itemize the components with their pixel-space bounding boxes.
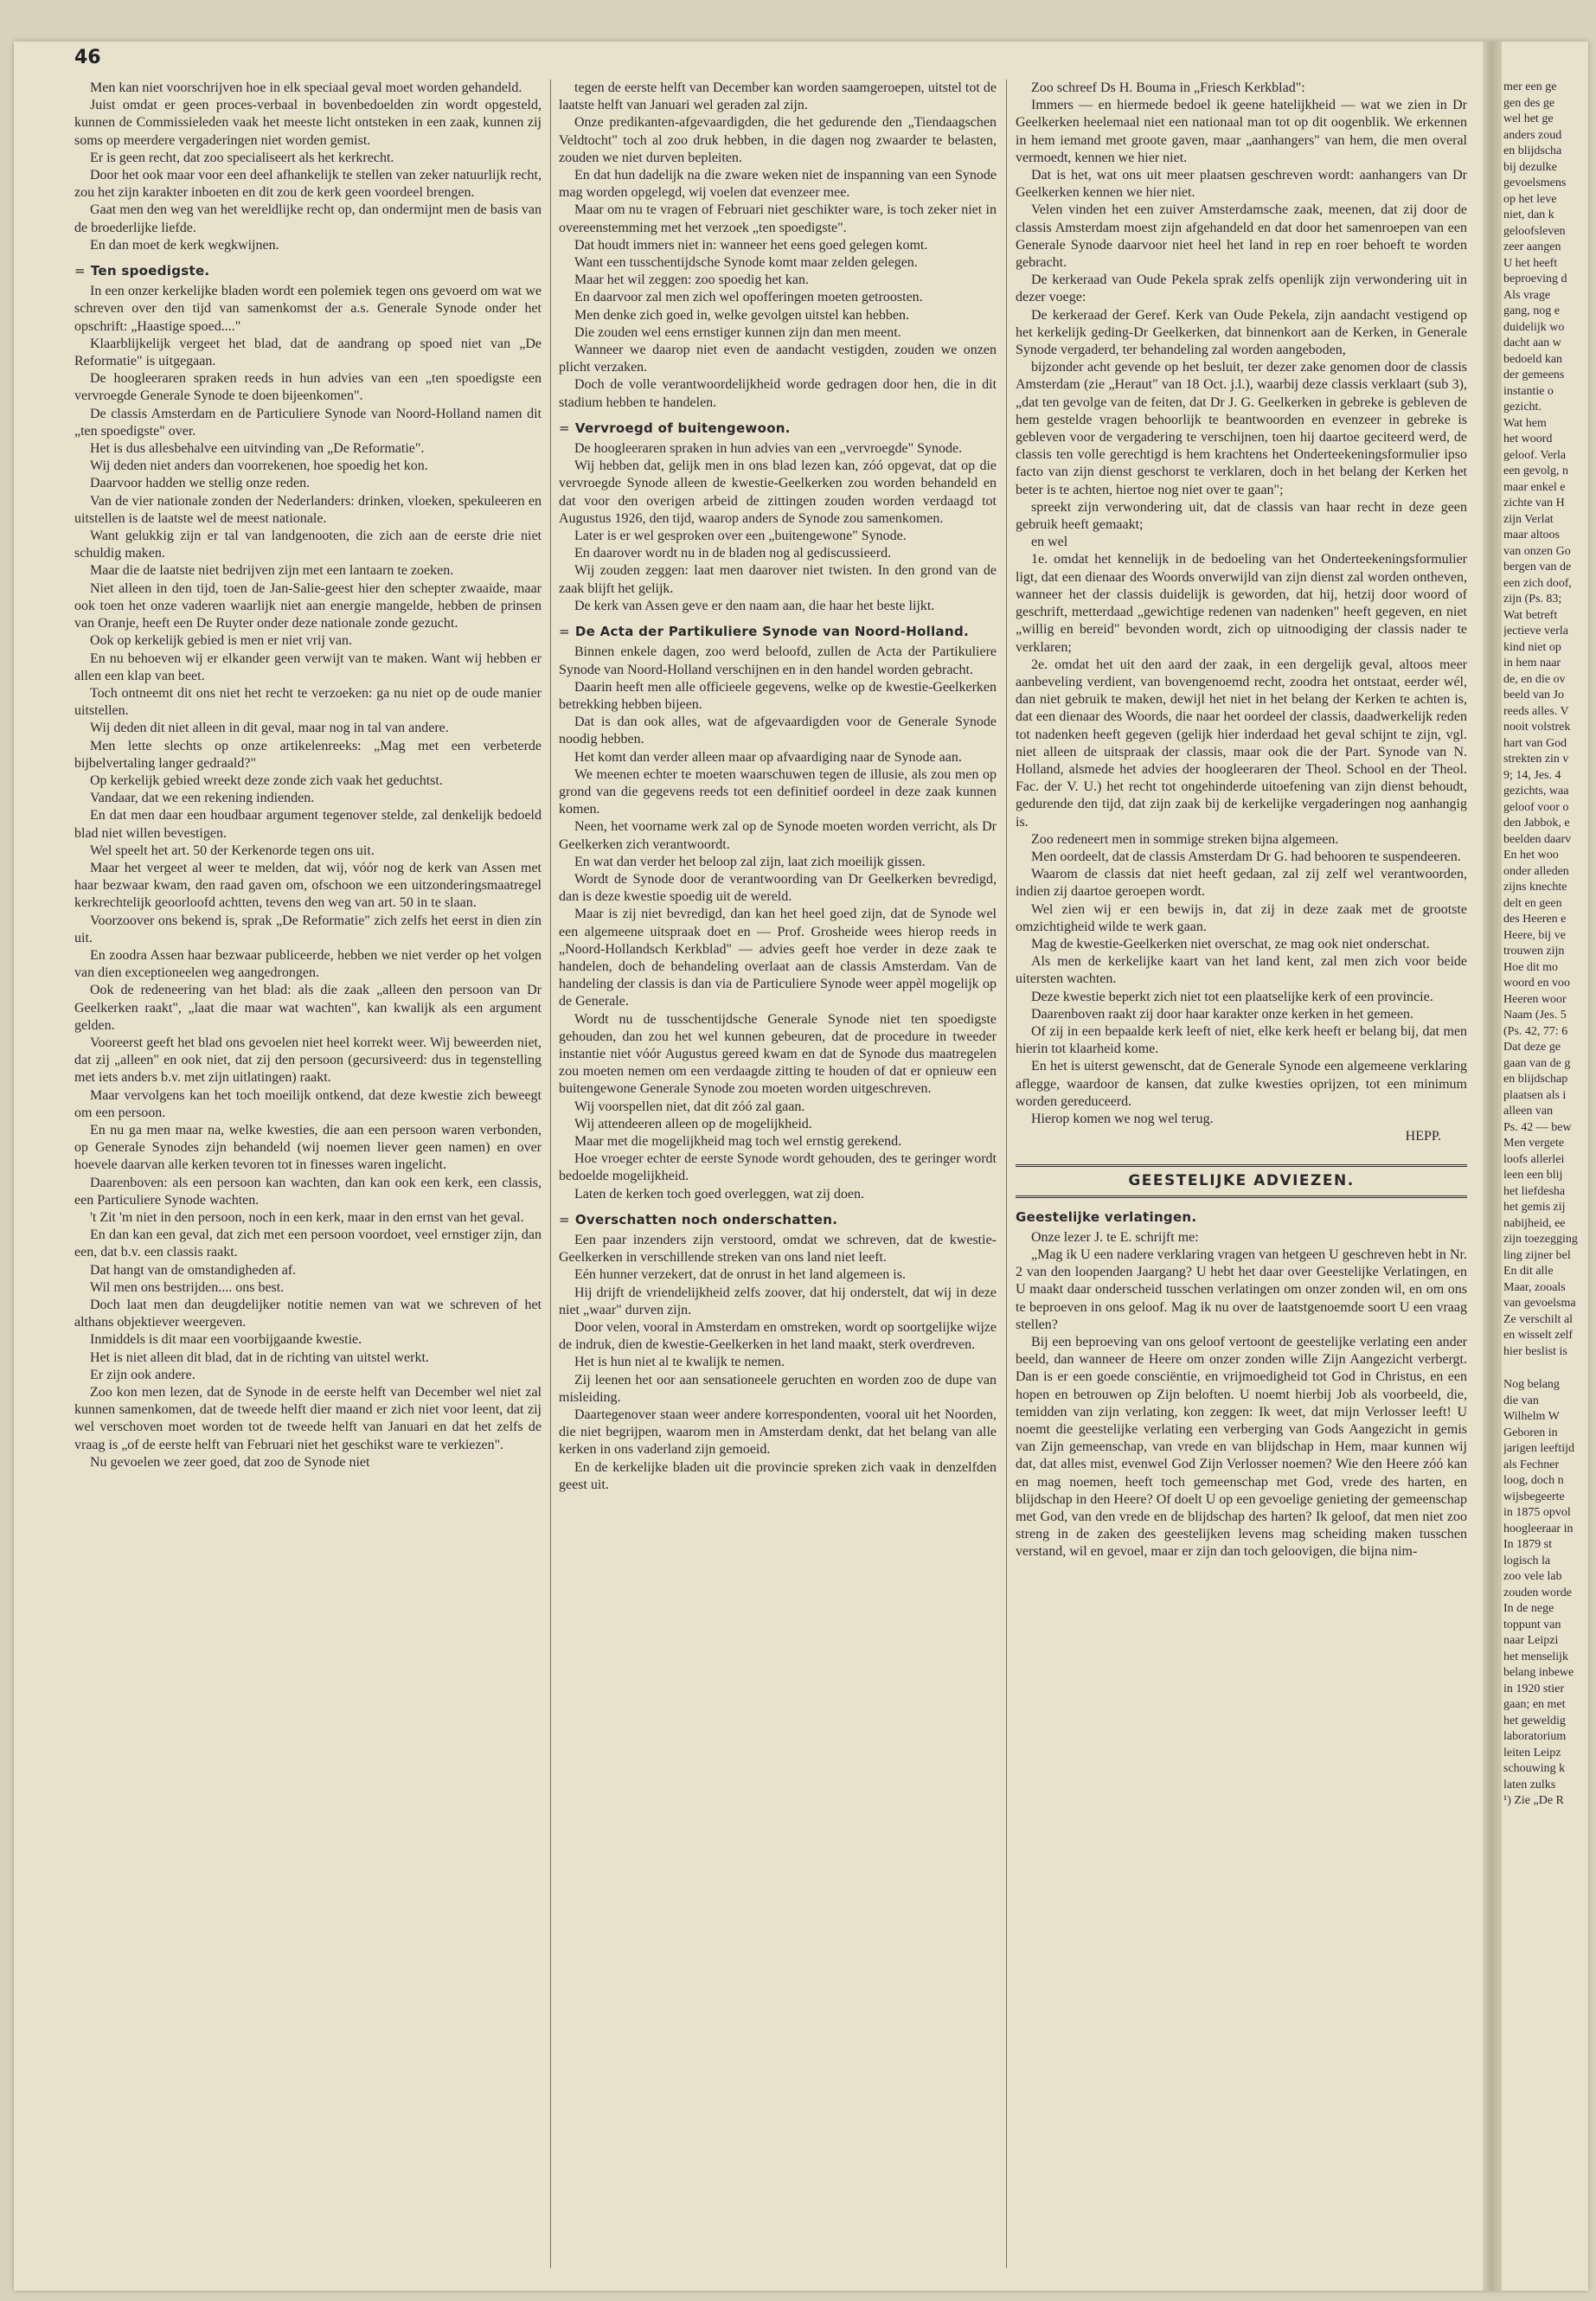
paragraph: Dat houdt immers niet in: wanneer het eens goed gelegen komt. (574, 237, 928, 253)
paragraph: En daarover wordt nu in de bladen nog al gediscussieerd. (574, 546, 892, 561)
paragraph: Daartegenover staan weer andere korrespondenten, vooral uit het Noorden, die niet begrijpen, waarom men in Amsterdam denkt, dat het belang van alle kerken in ons vaderland zijn gemoeid. (559, 1407, 997, 1458)
paragraph: Maar met die mogelijkheid mag toch wel ernstig gerekend. (574, 1133, 902, 1149)
cut-line: strekten zin v (1503, 753, 1569, 766)
cut-line: op het leve (1503, 192, 1557, 206)
cut-line: toppunt van (1503, 1618, 1561, 1631)
cut-line: Wat betreft (1503, 608, 1558, 622)
paragraph: Maar vervolgens kan het toch moeilijk ontkend, dat deze kwestie zich beweegt om een persoon. (74, 1087, 542, 1120)
paragraph: Wij deden dit niet alleen in dit geval, maar nog in tal van andere. (90, 721, 449, 736)
paragraph: Een paar inzenders zijn verstoord, omdat we schreven, dat de kwestie-Geelkerken in verschillende streken van ons land niet leeft. (559, 1233, 997, 1266)
cut-line: U het heeft (1503, 256, 1558, 270)
section-heading: = Vervroegd of buitengewoon. (559, 420, 791, 436)
paragraph: Men kan niet voorschrijven hoe in elk speciaal geval moet worden gehandeld. (90, 80, 522, 95)
cut-line: anders zoud (1503, 128, 1562, 142)
cut-line: In de nege (1503, 1602, 1554, 1615)
column-gap (1503, 1360, 1586, 1377)
paragraph: Velen vinden het een zuiver Amsterdamsche zaak, meenen, dat zij door de classis Amsterdam moest zijn afgehandeld en dat door het samenroepen van een Generale Synode daarvoor niet heel het land in rep en roer behoeft te worden gebracht. (1016, 202, 1467, 271)
cut-line: maar enkel e (1503, 480, 1566, 494)
paragraph: Men lette slechts op onze artikelenreeks: „Mag met een verbeterde bijbelvertaling langer gedraald?" (74, 738, 542, 771)
cut-line: gevoelsmens (1503, 176, 1567, 189)
cut-line: beproeving d (1503, 272, 1567, 285)
paragraph: Daarenboven: als een persoon kan wachten, dan kan ook een kerk, een classis, een Particuliere Synode wachten. (74, 1175, 542, 1208)
paragraph: Maar het wil zeggen: zoo spoedig het kan. (574, 272, 810, 288)
cut-line: naar Leipzi (1503, 1634, 1559, 1647)
cut-line: Heere, bij ve (1503, 928, 1566, 942)
cut-line: Naam (Jes. 5 (1503, 1009, 1567, 1022)
paragraph: Het komt dan verder alleen maar op afvaardiging naar de Synode aan. (574, 749, 962, 765)
cut-line: jarigen leeftijd (1503, 1442, 1575, 1455)
cut-line: Maar, zooals (1503, 1280, 1566, 1294)
paragraph: En nu ga men maar na, welke kwesties, die aan een persoon waren verbonden, op Generale Synodes zijn behandeld (wij noemen liever geen namen) en over hoevele daarvan alle kerken tevoren tot in finesses waren ingelicht. (74, 1122, 542, 1173)
section-heading: = Ten spoedigste. (74, 263, 210, 279)
cut-line: hoogleeraar in (1503, 1522, 1574, 1535)
paragraph: Nu gevoelen we zeer goed, dat zoo de Synode niet (90, 1454, 370, 1470)
paragraph: En de kerkelijke bladen uit die provincie spreken zich vaak in denzelfden geest uit. (559, 1459, 997, 1492)
cut-line: wel het ge (1503, 112, 1554, 125)
cut-line: Dat deze ge (1503, 1041, 1561, 1054)
cut-line: zouden worde (1503, 1586, 1572, 1599)
paragraph: En dat men daar een houdbaar argument tegenover stelde, zal denkelijk bedoeld blad niet willen bevestigen. (74, 808, 542, 841)
paragraph: Zoo schreef Ds H. Bouma in „Friesch Kerkblad": (1031, 80, 1305, 95)
cut-line: het liefdesha (1503, 1184, 1566, 1198)
paragraph: Ook op kerkelijk gebied is men er niet vrij van. (90, 633, 353, 649)
paragraph: Wordt de Synode door de verantwoording van Dr Geelkerken bevredigd, dan is deze kwestie spoedig uit de wereld. (559, 871, 997, 905)
cut-line: Ze verschilt al (1503, 1312, 1574, 1326)
section-heading: = De Acta der Partikuliere Synode van Noord-Holland. (559, 624, 969, 640)
cut-line: instantie o (1503, 384, 1554, 398)
cut-line: schouwing k (1503, 1762, 1566, 1775)
cut-line: maar altoos (1503, 529, 1560, 542)
paragraph: De hoogleeraren spraken reeds in hun advies van een „ten spoedigste een vervroegde Generale Synode te doen bijeenkomen". (74, 371, 542, 404)
paragraph: Daarvoor hadden we stellig onze reden. (90, 476, 311, 491)
cut-line: belang inbewe (1503, 1666, 1574, 1679)
cut-line: ling zijner bel (1503, 1248, 1571, 1262)
paragraph: Of zij in een bepaalde kerk leeft of niet, elke kerk heeft er belang bij, dat men hierin tot klaarheid kome. (1016, 1023, 1467, 1057)
section-heading-text: Overschatten noch onderschatten. (574, 1211, 838, 1227)
cut-line: bergen van de (1503, 561, 1572, 574)
paragraph: Het is niet alleen dit blad, dat in de richting van uitstel werkt. (90, 1349, 429, 1365)
cut-line: den Jabbok, e (1503, 817, 1570, 830)
cut-line: en wisselt zelf (1503, 1329, 1574, 1342)
paragraph: Wel zien wij er een bewijs in, dat zij in deze zaak met de grootste omzichtigheid wilde te werk gaan. (1016, 901, 1467, 934)
paragraph: Het is dus allesbehalve een uitvinding van „De Reformatie". (90, 441, 425, 457)
cut-line: geloof voor o (1503, 800, 1569, 814)
cut-line: in 1920 stier (1503, 1682, 1564, 1695)
paragraph: bijzonder acht gevende op het besluit, ter dezer zake genomen door de classis Amsterdam (zie „Heraut" van 18 Oct. j.l.), waarbij deze classis verklaart (sub 3), „dat ten gevolge van de feiten, dat Dr J. G. Geelkerken in gebreke is gebleven de hem gestelde vragen behoorlijk te beantwoorden en evenzeer in gebreke is gebleven voor de vergadering te verschijnen, toen hij daartoe geciteerd werd, de classis ten volle gerechtigd is hem krachtens het Onderteekeningsformulier ipso facto van zijn dienst geschorst te verklaren, doch in het belang der Kerken het beter is te achten, hiertoe nog niet over te gaan"; (1016, 360, 1467, 497)
paragraph: Mag de kwestie-Geelkerken niet overschat, ze mag ook niet onderschat. (1031, 936, 1430, 952)
cut-line: Ps. 42 — bew (1503, 1120, 1572, 1134)
cut-line: Heeren woor (1503, 992, 1567, 1006)
paragraph: Daarin heeft men alle officieele gegevens, welke op de kwestie-Geelkerken betrekking hebben bijeen. (559, 679, 997, 712)
cut-line: ¹) Zie „De R (1503, 1794, 1564, 1807)
paragraph: Zoo kon men lezen, dat de Synode in de eerste helft van December wel niet zal kunnen samenkomen, dat de tweede helft dier maand er zich niet voor leent, dat zij wel verschoven moet worden tot de tweede helft van Januari en dat het zelfs de vraag is „of de eerste helft van Februari niet het geschikst ware te verkiezen". (74, 1385, 542, 1452)
paragraph: En zoodra Assen haar bezwaar publiceerde, hebben we niet verder op het volgen van dien exceptioneelen weg aangedrongen. (74, 947, 542, 981)
paragraph: De hoogleeraren spraken in hun advies van een „vervroegde" Synode. (574, 441, 963, 457)
paragraph: Immers — en hiermede bedoel ik geene hatelijkheid — wat we zien in Dr Geelkerken heelemaal niet een nationaal man tot op dit oogenblik. We erkennen in hem iemand met groote gaven, maar „aanhangers" van hem, die men overal vermoedt, kennen we hier niet. (1016, 98, 1467, 165)
cut-line: zijns knechte (1503, 881, 1567, 894)
paragraph: Inmiddels is dit maar een voorbijgaande kwestie. (90, 1332, 362, 1348)
section-heading: = Overschatten noch onderschatten. (559, 1211, 838, 1227)
cut-line: bedoeld kan (1503, 352, 1563, 366)
cut-line: het menselijk (1503, 1650, 1569, 1663)
column-rule (1006, 80, 1007, 2268)
cut-line: (Ps. 42, 77: 6 (1503, 1024, 1568, 1038)
cut-line: in 1875 opvol (1503, 1506, 1571, 1519)
paragraph: Hij drijft de vriendelijkheid zelfs zoover, dat hij onderstelt, dat wij in deze niet „waar" durven zijn. (559, 1285, 997, 1317)
paragraph: Bij een beproeving van ons geloof vertoont de geestelijke verlating een ander beeld, dan wanneer de Heere om onzer zonden wille Zijn Aangezicht verbergt. Dan is er een goede consciëntie, en vrijmoedigheid tot God in Christus, en een hopen en betrouwen op Zijn beloften. U noemt hierbij Job als voorbeeld, die, temidden van zijn verlating, kon zeggen: Ik weet, dat mijn Verlosser leeft! U noemt die geestelijke verlating een verberging van Gods Aangezicht in gemis van Zijn gemeenschap, van vrede en van blijdschap in Hem, maar kunnen wij dat, dat alles mist, evenwel God Zijn Verlosser noemen? Wie den Heere zóó kan en mag noemen, heeft toch gemeenschap met God, vrede des harten, en blijdschap in den Heere? Of doelt U op een gevoelige genieting der gemeenschap met God, van den vrede en de blijdschap des harten? Ik geloof, dat men niet zoo streng in de zaken des geestelijken levens mag scheiding maken tusschen verstand, wil en gevoel, maar er zijn dan toch geloovigen, die bijna nim- (1016, 1335, 1467, 1560)
column-rule (550, 80, 551, 2268)
paragraph: Onze lezer J. te E. schrijft me: (1031, 1229, 1199, 1245)
paragraph: Vooreerst geeft het blad ons gevoelen niet heel korrekt weer. Wij beweerden niet, dat zij „alleen" en ook niet, dat zij den persoon (gecursiveerd: dus in tegenstelling met iets anders b.v. met zijn uitlatingen) raakt. (74, 1035, 542, 1086)
cut-line: alleen van (1503, 1105, 1554, 1118)
cut-line: het geweldig (1503, 1714, 1566, 1727)
paragraph: Zij leenen het oor aan sensationeele geruchten en worden zoo de dupe van misleiding. (559, 1372, 997, 1405)
paragraph: De kerkeraad van Oude Pekela sprak zelfs openlijk zijn verwondering uit in dezer voege: (1016, 272, 1467, 305)
cut-line: trouwen zijn (1503, 945, 1565, 958)
cut-line: leen een blij (1503, 1169, 1563, 1182)
cut-line: van gevoelsma (1503, 1297, 1576, 1310)
cut-line: plaatsen als i (1503, 1088, 1567, 1102)
paragraph: Dat is het, wat ons uit meer plaatsen geschreven wordt: aanhangers van Dr Geelkerken kennen we hier niet. (1016, 168, 1467, 201)
section-heading-text: De Acta der Partikuliere Synode van Noord-Holland. (574, 624, 969, 640)
cut-line: zijn toezegging (1503, 1233, 1578, 1246)
paragraph: Er is geen recht, dat zoo specialiseert als het kerkrecht. (90, 150, 394, 165)
paragraph: Doch de volle verantwoordelijkheid worde gedragen door hen, die in dit stadium hebben te handelen. (559, 377, 997, 410)
cut-line: wijsbegeerte (1503, 1490, 1565, 1503)
paragraph: En wat dan verder het beloop zal zijn, laat zich moeilijk gissen. (574, 854, 926, 869)
paragraph: Hoe vroeger echter de eerste Synode wordt gehouden, des te geringer wordt bedoelde mogelijkheid. (559, 1151, 997, 1184)
paragraph: Wij voorspellen niet, dat dit zóó zal gaan. (574, 1099, 805, 1114)
paragraph: tegen de eerste helft van December kan worden saamgeroepen, uitstel tot de laatste helft van Januari wel geraden zal zijn. (559, 80, 997, 113)
cut-line: loofs allerlei (1503, 1152, 1565, 1166)
cut-line: Als vrage (1503, 288, 1551, 302)
cut-line: In 1879 st (1503, 1538, 1552, 1551)
paragraph: Het is hun niet al te kwalijk te nemen. (574, 1355, 785, 1370)
paragraph: En nu behoeven wij er elkander geen verwijt van te maken. Want wij hebben er allen een klap van beet. (74, 651, 542, 683)
paragraph: Maar die de laatste niet bedrijven zijn met een lantaarn te zoeken. (90, 563, 454, 579)
paragraph: Door velen, vooral in Amsterdam en omstreken, wordt op soortgelijke wijze de indruk, dien de kwestie-Geelkerken in het land maakt, sterk overdreven. (559, 1320, 997, 1353)
cut-line: Wat hem (1503, 416, 1547, 430)
cut-line: gaan; en met (1503, 1698, 1566, 1711)
page-number: 46 (74, 47, 101, 68)
paragraph: Waarom de classis dat niet heeft gedaan, zal zij zelf wel verantwoorden, indien zij daartoe geroepen wordt. (1016, 867, 1467, 900)
paragraph: Toch ontneemt dit ons niet het recht te verzoeken: ga nu niet op de oude manier uitstellen. (74, 685, 542, 719)
cut-line: het woord (1503, 433, 1553, 445)
paragraph: En dan kan een geval, dat zich met een persoon voordoet, veel ernstiger zijn, dan een, dat b.v. een classis raakt. (74, 1227, 542, 1260)
paragraph: Eén hunner verzekert, dat de onrust in het land algemeen is. (574, 1267, 906, 1283)
cut-line: En dit alle (1503, 1265, 1554, 1278)
paragraph: De kerkeraad der Geref. Kerk van Oude Pekela, zijn aandacht vestigend op het kerkelijk geding-Dr Geelkerken, dat binnenkort aan de Kerken, in Generale Synode vergaderd, ter behandeling zal worden aangeboden, (1016, 307, 1467, 358)
paragraph: Daarenboven raakt zij door haar karakter onze kerken in het gemeen. (1031, 1006, 1413, 1022)
column-2 (559, 80, 997, 2277)
paragraph: Dat hangt van de omstandigheden af. (90, 1262, 297, 1278)
newspaper-page (14, 42, 1588, 2291)
paragraph: 't Zit 'm niet in den persoon, noch in een kerk, maar in den ernst van het geval. (90, 1210, 524, 1225)
paragraph: spreekt zijn verwondering uit, dat de classis van haar recht in deze geen gebruik heeft gemaakt; (1016, 499, 1467, 533)
cut-line: woord en voo (1503, 977, 1570, 990)
paragraph: Door het ook maar voor een deel afhankelijk te stellen van zeker natuurlijk recht, zou het zijn karakter inboeten en dit zou de kerk geen voordeel brengen. (74, 168, 542, 201)
paragraph: Die zouden wel eens ernstiger kunnen zijn dan men meent. (574, 324, 901, 340)
paragraph: Wij hebben dat, gelijk men in ons blad lezen kan, zóó opgevat, dat op die vervroegde Synode alleen de kwestie-Geelkerken zou worden behandeld en dat voor den overigen arbeid de zittingen zouden worden verdaagd tot Augustus 1926, den tijd, waarop anders de Synode zou samenkomen. (559, 458, 997, 526)
cut-line: reeds alles. V (1503, 704, 1569, 718)
cut-line: Men vergete (1503, 1137, 1565, 1150)
paragraph: Er zijn ook andere. (90, 1367, 195, 1382)
paragraph: Doch laat men dan deugdelijker notitie nemen van wat we schreven of het althans objektiever weergeven. (74, 1298, 542, 1330)
paragraph: Wij deden niet anders dan voorrekenen, hoe spoedig het kon. (90, 458, 428, 474)
cut-line: gen des ge (1503, 96, 1555, 110)
cut-line: zoo vele lab (1503, 1570, 1562, 1583)
cut-line: laten zulks (1503, 1778, 1556, 1791)
cut-line: bij dezulke (1503, 160, 1557, 174)
paragraph: We meenen echter te moeten waarschuwen tegen de illusie, als zou men op grond van die gegevens reeds tot een definitief oordeel in deze zaak kunnen komen. (559, 766, 997, 817)
paragraph: Juist omdat er geen proces-verbaal in bovenbedoelden zin wordt opgesteld, kunnen de Commissieleden vaak het meeste licht ontsteken in een zaak, kunnen zij soms op meerdere vergaderingen niet worden gemist. (74, 98, 542, 148)
paragraph: Voorzoover ons bekend is, sprak „De Reformatie" zich zelfs het eerst in dien zin uit. (74, 913, 542, 945)
cut-line: van onzen Go (1503, 544, 1571, 558)
paragraph: Men oordeelt, dat de classis Amsterdam Dr G. had behooren te suspendeeren. (1031, 849, 1461, 864)
cut-line: onder alleden (1503, 864, 1569, 878)
cut-line: kind niet op (1503, 640, 1561, 654)
section-heading-text: Vervroegd of buitengewoon. (574, 420, 791, 436)
paragraph: Gaat men den weg van het wereldlijke recht op, dan ondermijnt men de basis van de broederlijke liefde. (74, 202, 542, 235)
paragraph: Wanneer we daarop niet even de aandacht vestigden, zouden we onzen plicht verzaken. (559, 343, 997, 375)
paragraph: Onze predikanten-afgevaardigden, die het gedurende den „Tiendaagschen Veldtocht" toch al zoo druk hebben, in die dagen nog zwaarder te belasten, zouden we niet durven bepleiten. (559, 115, 997, 165)
cut-line: het gemis zij (1503, 1201, 1566, 1214)
section-banner: GEESTELIJKE ADVIEZEN. (1016, 1164, 1467, 1197)
cut-line: delt en geen (1503, 896, 1562, 910)
paragraph: De classis Amsterdam en de Particuliere Synode van Noord-Holland namen dit „ten spoedigste" over. (74, 406, 542, 439)
section-heading-text: Ten spoedigste. (90, 263, 210, 279)
paragraph: Wordt nu de tusschentijdsche Generale Synode niet ten spoedigste gehouden, dan zou het wel kunnen gebeuren, dat de procedure in tweeder instantie niet vóór Augustus gereed kwam en dat de Synode dus maatregelen zou moeten nemen om een verdaagde zitting te houden of dat er opnieuw een buitengewone Generale Synode zou moeten worden uitgeschreven. (559, 1011, 997, 1097)
cut-line: beelden daarv (1503, 832, 1572, 846)
cut-line: loog, doch n (1503, 1474, 1564, 1487)
cut-line: gezicht. (1503, 401, 1542, 413)
cut-line: die van (1503, 1394, 1539, 1407)
paragraph: Hierop komen we nog wel terug. (1031, 1111, 1214, 1126)
cut-line: een gevolg, n (1503, 465, 1569, 478)
paragraph: 1e. omdat het kennelijk in de bedoeling van het Onderteekeningsformulier ligt, dat een dienaar des Woords onverwijld van zijn dienst zal worden ontheven, wanneer het der classis duidelijk is geworden, dat hij, hetzij door woord of geschrift, metterdaad „gewichtige redenen van nadenken" heeft gegeven, en niet „willig en bereid" bevonden wordt, zich op uitnoodiging der classis nader te verklaren; (1016, 552, 1467, 655)
cut-line: leiten Leipz (1503, 1746, 1561, 1759)
paragraph: Men denke zich goed in, welke gevolgen uitstel kan hebben. (574, 307, 909, 323)
paragraph: Niet alleen in den tijd, toen de Jan-Salie-geest hier den schepter zwaaide, maar ook toen het onze vaderen waarlijk niet aan energie mangelde, hebben de prinsen van Oranje, heeft een De Ruyter onder deze nationale zonde gezucht. (74, 580, 542, 631)
paragraph: Maar om nu te vragen of Februari niet geschikter ware, is toch zeker niet in overeenstemming met het verzoek „ten spoedigste". (559, 202, 997, 235)
cut-line: Wilhelm W (1503, 1410, 1560, 1423)
column-3 (1016, 80, 1467, 2277)
paragraph: En dan moet de kerk wegkwijnen. (90, 237, 279, 253)
column-4-cut (1503, 80, 1586, 2277)
cut-line: nabijheid, ee (1503, 1216, 1566, 1230)
paragraph: In een onzer kerkelijke bladen wordt een polemiek tegen ons gevoerd om wat we schreven over den tijd van samenkomst der a.s. Generale Synode onder het opschrift: „Haastige spoed...." (74, 284, 542, 334)
cut-line: laboratorium (1503, 1730, 1567, 1743)
paragraph: En het is uiterst gewenscht, dat de Generale Synode een algemeene verklaring aflegge, waardoor de kansen, dat zulke kwesties oprijzen, tot een minimum worden gereduceerd. (1016, 1059, 1467, 1109)
cut-line: beeld van Jo (1503, 689, 1564, 702)
paragraph: Dat is dan ook alles, wat de afgevaardigden voor de Generale Synode noodig hebben. (559, 715, 997, 747)
cut-line: zichte van H (1503, 497, 1565, 510)
cut-line: gaan van de g (1503, 1056, 1571, 1070)
cut-line: duidelijk wo (1503, 320, 1565, 334)
cut-line: zeer aangen (1503, 240, 1561, 253)
paragraph: Later is er wel gesproken over een „buitengewone" Synode. (574, 529, 907, 544)
paragraph: Op kerkelijk gebied wreekt deze zonde zich vaak het geduchtst. (90, 772, 443, 788)
paragraph: Wij zouden zeggen: laat men daarover niet twisten. In den grond van de zaak blijft het gelijk. (559, 563, 997, 596)
cut-line: jectieve verla (1503, 625, 1569, 638)
cut-line: En het woo (1503, 849, 1559, 862)
paragraph: Klaarblijkelijk vergeet het blad, dat de aandrang op spoed niet van „De Reformatie" is uitgegaan. (74, 336, 542, 369)
cut-line: logisch la (1503, 1554, 1551, 1567)
paragraph: Zoo redeneert men in sommige streken bijna algemeen. (1031, 831, 1339, 847)
paragraph: Binnen enkele dagen, zoo werd beloofd, zullen de Acta der Partikuliere Synode van Noord-Holland verschijnen en in den handel worden gebracht. (559, 644, 997, 677)
paragraph: Ook de redeneering van het blad: als die zaak „alleen den persoon van Dr Geelkerken raakt", „laat die maar wat wachten", kan kwalijk als een argument gelden. (74, 983, 542, 1033)
paragraph: Neen, het voorname werk zal op de Synode moeten worden verricht, als Dr Geelkerken zich verantwoordt. (559, 819, 997, 852)
paragraph: Wil men ons bestrijden.... ons best. (90, 1279, 285, 1295)
cut-line: geloofsleven (1503, 224, 1566, 238)
column-1 (74, 80, 542, 2277)
cut-line: Geboren in (1503, 1426, 1558, 1439)
paragraph: De kerk van Assen geve er den naam aan, die haar het beste lijkt. (574, 598, 935, 613)
paragraph: en wel (1031, 535, 1068, 550)
paragraph: Als men de kerkelijke kaart van het land kent, zal men zich voor beide uitersten wachten. (1016, 954, 1467, 987)
cut-line: een zich doof, (1503, 576, 1572, 590)
cut-line: als Fechner (1503, 1458, 1560, 1471)
section-heading: Geestelijke verlatingen. (1016, 1208, 1197, 1225)
author-signature: HEPP. (1405, 1129, 1441, 1144)
paragraph: En dat hun dadelijk na die zware weken niet de inspanning van een Synode mag worden opgelegd, wij voelen dat evenzeer mee. (559, 168, 997, 201)
cut-line: dacht aan w (1503, 336, 1561, 349)
cut-line: gezichts, waa (1503, 785, 1569, 798)
cut-line: Hoe dit mo (1503, 960, 1558, 974)
cut-line: en blijdschap (1503, 1073, 1568, 1086)
cut-line: zijn (Ps. 83; (1503, 593, 1562, 606)
cut-line: gang, nog e (1503, 304, 1560, 317)
cut-line: des Heeren e (1503, 913, 1567, 926)
paragraph: Laten de kerken toch goed overleggen, wat zij doen. (574, 1186, 864, 1202)
paragraph: 2e. omdat het uit den aard der zaak, in een dergelijk geval, altoos meer aanbeveling verdient, van bovengenoemd recht, zoodra het ontstaat, eerder wél, dan niet gebruik te maken, dewijl het niet in het belang der Kerken te achten is, dat een dienaar des Woords, die naar het oordeel der classis, daadwerkelijk reden tot nadenken heeft gegeven (gelijk hier inderdaad het geval schijnt te zijn, vgl. niet alleen de uitspraak der classis, maar ook die der Part. Synode van N. Holland, alsmede het advies der hoogleeraren der Theol. School en der Theol. Fac. der V. U.) het recht tot ongehinderde uitoefening van zijn dienst behoudt, gedurende den tijd, dat zijn zaak bij de kerkelijke vergaderingen nog aanhangig is. (1016, 657, 1467, 830)
cut-line: der gemeens (1503, 369, 1565, 381)
page-gutter (1483, 42, 1502, 2291)
cut-line: de, en die ov (1503, 672, 1566, 686)
paragraph: Wel speelt het art. 50 der Kerkenorde tegen ons uit. (90, 843, 375, 858)
paragraph: Want gelukkig zijn er tal van landgenooten, die zich aan de eerste drie niet schuldig maken. (74, 529, 542, 561)
paragraph: Vandaar, dat we een rekening indienden. (90, 791, 315, 806)
paragraph: Van de vier nationale zonden der Nederlanders: drinken, vloeken, spekuleeren en uitstellen is de laatste wel de meest nationale. (74, 493, 542, 526)
paragraph: En daarvoor zal men zich wel opofferingen moeten getroosten. (574, 290, 923, 305)
cut-line: geloof. Verla (1503, 448, 1567, 462)
paragraph: Want een tusschentijdsche Synode komt maar zelden gelegen. (574, 255, 918, 271)
cut-line: niet, dan k (1503, 208, 1554, 221)
cut-line: Nog belang (1503, 1378, 1560, 1391)
cut-line: in hem naar (1503, 657, 1561, 670)
cut-line: zijn Verlat (1503, 512, 1554, 526)
paragraph: Maar is zij niet bevredigd, dan kan het heel goed zijn, dat de Synode wel een algemeene uitspraak doet en — Prof. Grosheide wees hierop reeds in „Noord-Hollandsch Kerkblad" — advies geeft hoe verder in deze zaak te handelen, doch de behandeling overlaat aan de classis Amsterdam. Van de handeling der classis is dan via de Particuliere Synode weer appèl mogelijk op de Generale. (559, 907, 997, 1009)
cut-line: en blijdscha (1503, 144, 1562, 157)
paragraph: Wij attendeeren alleen op de mogelijkheid. (574, 1116, 812, 1131)
cut-line: hier beslist is (1503, 1344, 1567, 1358)
paragraph: Maar het vergeet al weer te melden, dat wij, vóór nog de kerk van Assen met haar bezwaar kwam, den raad gaven om, ofschoon we een uitzonderingsmaatregel kerkrechtelijk geoorloofd achtten, tevens den weg van art. 50 in te slaan. (74, 860, 542, 911)
paragraph: „Mag ik U een nadere verklaring vragen van hetgeen U geschreven hebt in Nr. 2 van den loopenden Jaargang? U hebt het daar over Geestelijke Verlatingen, en U maakt daar onderscheid tusschen verlatingen om onzer zonden wil, en om ons te beproeven in ons geloof. Mag ik nu over de laatstgenoemde soort U een vraag stellen? (1016, 1247, 1467, 1332)
cut-line: mer een ge (1503, 80, 1557, 93)
cut-line: 9; 14, Jes. 4 (1503, 768, 1561, 782)
paragraph: Deze kwestie beperkt zich niet tot een plaatselijke kerk of een provincie. (1031, 989, 1433, 1004)
cut-line: nooit volstrek (1503, 721, 1571, 734)
cut-line: hart van God (1503, 736, 1567, 750)
